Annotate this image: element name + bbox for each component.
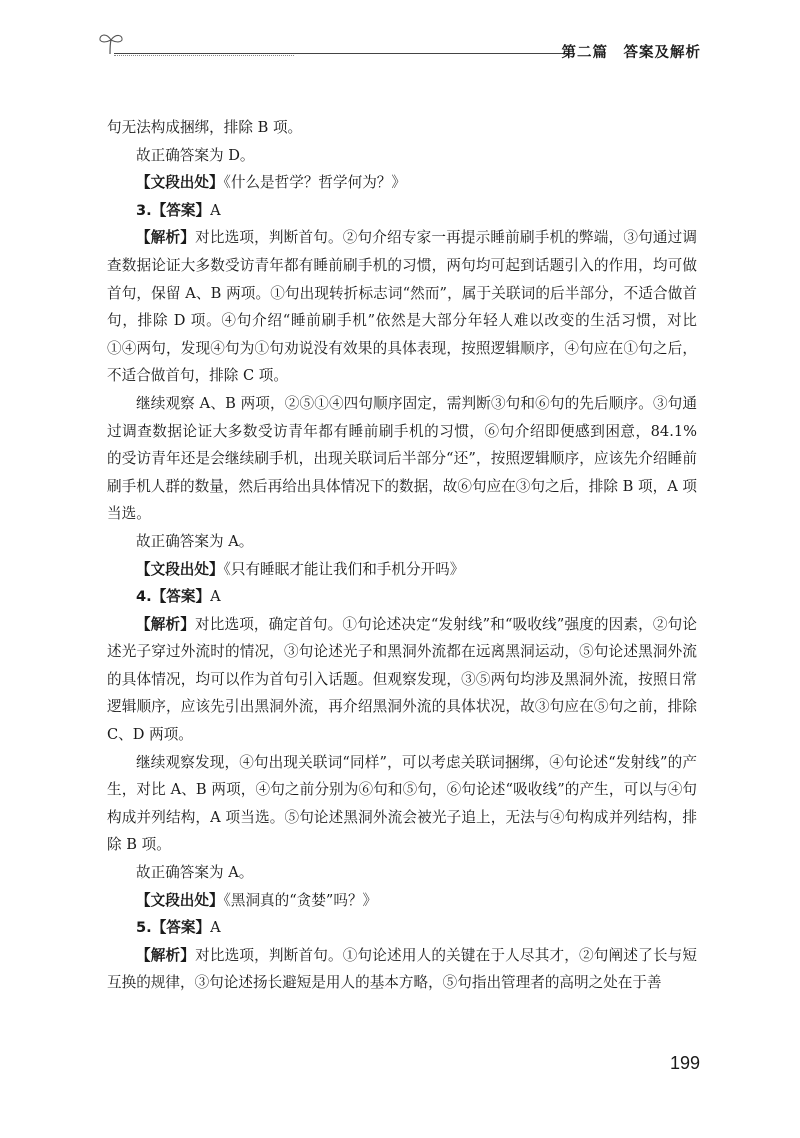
source-paragraph xyxy=(107,169,697,197)
answer-label: 3.【答案】 xyxy=(136,201,211,219)
paragraph-text: 继续观察发现，④句出现关联词“同样”，可以考虑关联词捆绑，④句论述“发射线”的产生，对比 A、B 两项，④句之前分别为⑥句和⑤句，⑥句论述“吸收线”的产生，可以与④句构成并列结构，A 项当选。⑤句论述黑洞外流会被光子追上，无法与④句构成并列结构，排除 B 项。 xyxy=(107,753,697,854)
page-number: 199 xyxy=(669,1053,700,1073)
analysis-label: 【解析】 xyxy=(136,946,196,964)
header-rule-dotted xyxy=(114,55,294,56)
paragraph-text: 故正确答案为 A。 xyxy=(136,864,254,882)
source-paragraph xyxy=(107,556,697,584)
paragraph-6 xyxy=(107,390,697,528)
paragraph-text: 故正确答案为 A。 xyxy=(136,532,254,550)
analysis-paragraph xyxy=(107,224,697,390)
source-title: 《黑洞真的“贪婪”吗？》 xyxy=(223,891,378,909)
answer-label: 5.【答案】 xyxy=(136,919,211,937)
analysis-text: 对比选项，确定首句。①句论述决定“发射线”和“吸收线”强度的因素，②句论述光子穿过外流时的情况，③句论述光子和黑洞外流都在远离黑洞运动，⑤句论述黑洞外流的具体情况，均可以作为首句引入话题。但观察发现，③⑤两句均涉及黑洞外流，按照日常逻辑顺序，应该先引出黑洞外流，再介绍黑洞外流的具体状况，故③句应在⑤句之前，排除 C、D 两项。 xyxy=(107,615,697,744)
source-label: 【文段出处】 xyxy=(136,560,224,578)
page-body xyxy=(107,114,697,997)
paragraph-text: 句无法构成捆绑，排除 B 项。 xyxy=(107,119,303,136)
running-head: 第二篇 答案及解析 xyxy=(561,45,701,61)
analysis-paragraph xyxy=(107,611,697,749)
source-title: 《只有睡眠才能让我们和手机分开吗》 xyxy=(223,560,465,578)
paragraph-2 xyxy=(107,142,697,170)
paragraph-1 xyxy=(107,114,697,142)
analysis-paragraph xyxy=(107,942,697,997)
source-title: 《什么是哲学？哲学何为？》 xyxy=(223,174,406,192)
answer-label: 4.【答案】 xyxy=(136,588,211,606)
source-paragraph xyxy=(107,887,697,915)
analysis-label: 【解析】 xyxy=(136,615,195,633)
answer-value: A xyxy=(210,588,221,606)
analysis-text: 对比选项，判断首句。②句介绍专家一再提示睡前刷手机的弊端，③句通过调查数据论证大多数受访青年都有睡前刷手机的习惯，两句均可起到话题引入的作用，均可做首句，保留 A、B 两项。①句出现转折标志词“然而”，属于关联词的后半部分，不适合做首句，排除 D 项。④句介绍“睡前刷手机”依然是大部分年轻人难以改变的生活习惯，对比①④两句，发现④句为①句劝说没有效果的具体表现，按照逻辑顺序，④句应在①句之后，不适合做首句，排除 C 项。 xyxy=(107,229,697,385)
answer-paragraph xyxy=(107,197,697,225)
analysis-label: 【解析】 xyxy=(136,229,196,247)
answer-paragraph xyxy=(107,914,697,942)
answer-value: A xyxy=(210,919,221,937)
source-label: 【文段出处】 xyxy=(136,174,224,192)
page-header xyxy=(96,26,701,66)
paragraph-text: 故正确答案为 D。 xyxy=(136,146,255,164)
source-label: 【文段出处】 xyxy=(136,891,224,909)
paragraph-7 xyxy=(107,528,697,556)
header-rule xyxy=(114,53,573,54)
analysis-text: 对比选项，判断首句。①句论述用人的关键在于人尽其才，②句阐述了长与短互换的规律，③句论述扬长避短是用人的基本方略，⑤句指出管理者的高明之处在于善 xyxy=(107,946,697,992)
paragraph-text: 继续观察 A、B 两项，②⑤①④四句顺序固定，需判断③句和⑥句的先后顺序。③句通过调查数据论证大多数受访青年都有睡前刷手机的习惯，⑥句介绍即便感到困意，84.1% 的受访青年还是会继续刷手机，出现关联词后半部分“还”，按照逻辑顺序，应该先介绍睡前刷手机人群的数量，然后再给出具体情况下的数据，故⑥句应在③句之后，排除 B 项，A 项当选。 xyxy=(107,394,697,523)
paragraph-11 xyxy=(107,749,697,859)
answer-value: A xyxy=(210,201,221,219)
answer-paragraph xyxy=(107,583,697,611)
paragraph-12 xyxy=(107,859,697,887)
